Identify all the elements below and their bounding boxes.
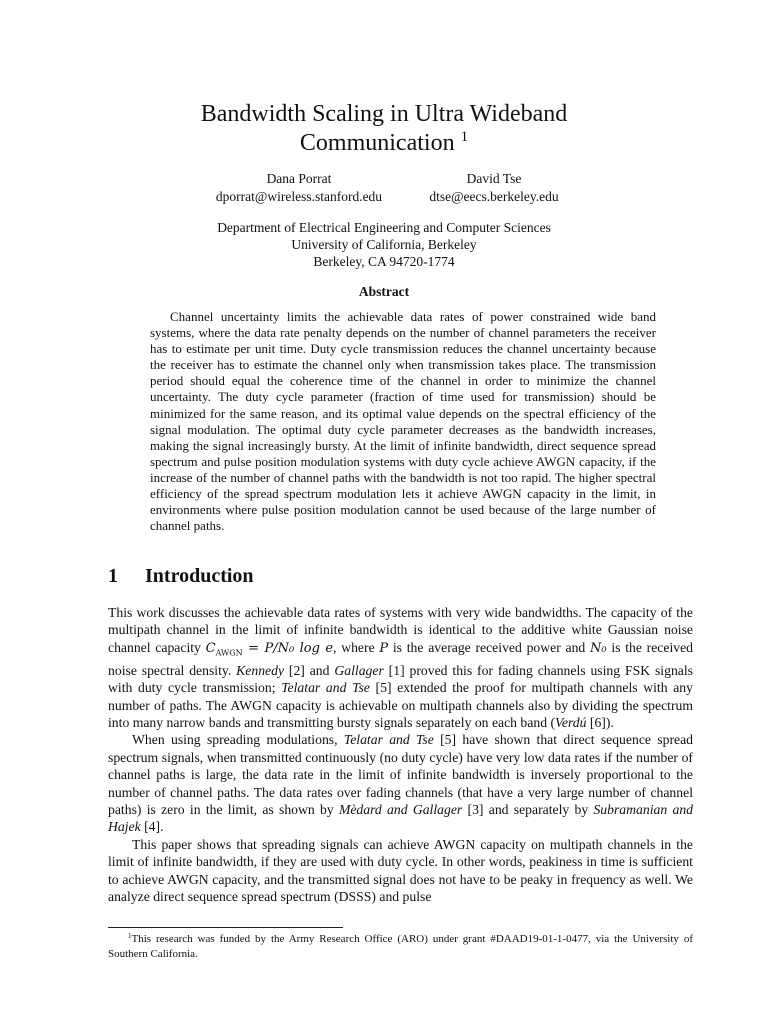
text-run: [2] and: [284, 662, 335, 678]
citation-author: Telatar and Tse: [281, 680, 370, 696]
math-subscript: AWGN: [215, 648, 243, 658]
text-run: This work discusses the achievable data rates of systems with very wide bandwidths. The capacity of the multipath channel in the limit of infinite bandwidth is identical to the additive white Gaussian noise channel capacity: [108, 605, 693, 655]
title-footnote-mark: 1: [460, 129, 469, 145]
title-line-1: Bandwidth Scaling in Ultra Wideband: [200, 101, 568, 127]
text-run: [5] extended the proof for multipath channels with any number of paths. The AWGN capacity is achievable on multipath channels also by dividing the spectrum into many narrow bands and transmitting bursty signals separately on each band (: [108, 680, 693, 731]
author-1-name: Dana Porrat: [266, 171, 332, 186]
citation-author: Telatar and Tse: [343, 732, 434, 748]
footnote-mark: 1: [128, 932, 132, 940]
math-capacity: [206, 641, 333, 656]
math-symbol: N₀: [590, 640, 607, 656]
affiliation-university: University of California, Berkeley: [291, 237, 477, 252]
intro-paragraph-1: [108, 604, 693, 731]
author-1: [214, 170, 384, 206]
abstract-heading: Abstract: [358, 284, 410, 299]
citation-author: Kennedy: [236, 662, 285, 678]
text-run: [4].: [140, 819, 164, 835]
author-1-email: dporrat@wireless.stanford.edu: [215, 189, 383, 204]
footnote: [108, 932, 693, 962]
text-run: is the average received power and: [388, 639, 591, 655]
text-run: is the received noise spectral density.: [108, 639, 694, 678]
math-expression: = P/N₀ log e: [242, 640, 334, 656]
text-run: , where: [333, 639, 380, 655]
citation-author: Verdú: [555, 715, 587, 731]
author-2: [418, 170, 570, 206]
footnote-text: This research was funded by the Army Research Office (ARO) under grant #DAAD19-01-1-0477, via the University of Southern California.: [108, 933, 693, 960]
footnote-divider: [108, 927, 343, 928]
abstract-text: Channel uncertainty limits the achievable data rates of power constrained wide band systems, where the data rate penalty depends on the number of channel parameters the receiver has to estimate per unit time. Duty cycle transmission reduces the channel uncertainty because the receiver has to estimate the channel only when transmission takes place. The transmission period should equal the coherence time of the channel in order to minimize the channel uncertainty. The duty cycle parameter (fraction of time used for transmission) should be minimized for the same reason, and its optimal value depends on the spectral efficiency of the signal modulation. The optimal duty cycle parameter decreases as the bandwidth increases, making the signal increasingly bursty. At the limit of infinite bandwidth, direct sequence spread spectrum and pulse position modulation systems with duty cycle achieve AWGN capacity, if the increase of the number of channel paths with the bandwidth is not too rapid. The higher spectral efficiency of the spread spectrum modulation lets it achieve AWGN capacity in the limit, in environments where pulse position modulation cannot be used because of the large number of channel paths.: [150, 309, 656, 534]
title-line-2: [300, 129, 468, 158]
intro-paragraph-2: [108, 731, 693, 835]
section-heading: [108, 565, 254, 588]
section-number: 1: [108, 565, 118, 587]
text-run: [3] and separately by: [462, 802, 594, 818]
author-2-email: dtse@eecs.berkeley.edu: [429, 189, 559, 204]
text-run: [6]).: [586, 715, 614, 731]
affiliation-department: Department of Electrical Engineering and Computer Sciences: [217, 220, 551, 235]
affiliation-address: Berkeley, CA 94720-1774: [313, 254, 455, 269]
text-run: [5] have shown that direct sequence spread spectrum signals, when transmitted continuously (no duty cycle) have very low data rates if the number of channel paths is large, the data rate in the limit of infinite bandwidth is inversely proportional to the number of channel paths. The data rates over fading channels (that have a very large number of channel paths) is zero in the limit, as shown by: [108, 732, 693, 818]
math-symbol: P: [379, 640, 389, 656]
title-line-2-text: Communication: [299, 130, 455, 156]
section-title: Introduction: [145, 565, 254, 587]
citation-author: Mèdard and Gallager: [338, 802, 463, 818]
body-text: [108, 604, 693, 906]
citation-author: Subramanian and Hajek: [108, 802, 694, 835]
paper-title: [0, 100, 768, 158]
intro-paragraph-3: This paper shows that spreading signals can achieve AWGN capacity on multipath channels in the limit of infinite bandwidth, if they are used with duty cycle. In other words, peakiness in time is sufficient to achieve AWGN capacity, and the transmitted signal does not have to be peaky in frequency as well. We analyze direct sequence spread spectrum (DSSS) and pulse: [108, 836, 693, 905]
text-run: When using spreading modulations,: [132, 732, 344, 748]
affiliation: [0, 219, 768, 270]
citation-author: Gallager: [334, 662, 384, 678]
author-2-name: David Tse: [466, 171, 522, 186]
math-symbol: C: [205, 640, 216, 656]
text-run: [1] proved this for fading channels using FSK signals with duty cycle transmission;: [108, 662, 693, 696]
